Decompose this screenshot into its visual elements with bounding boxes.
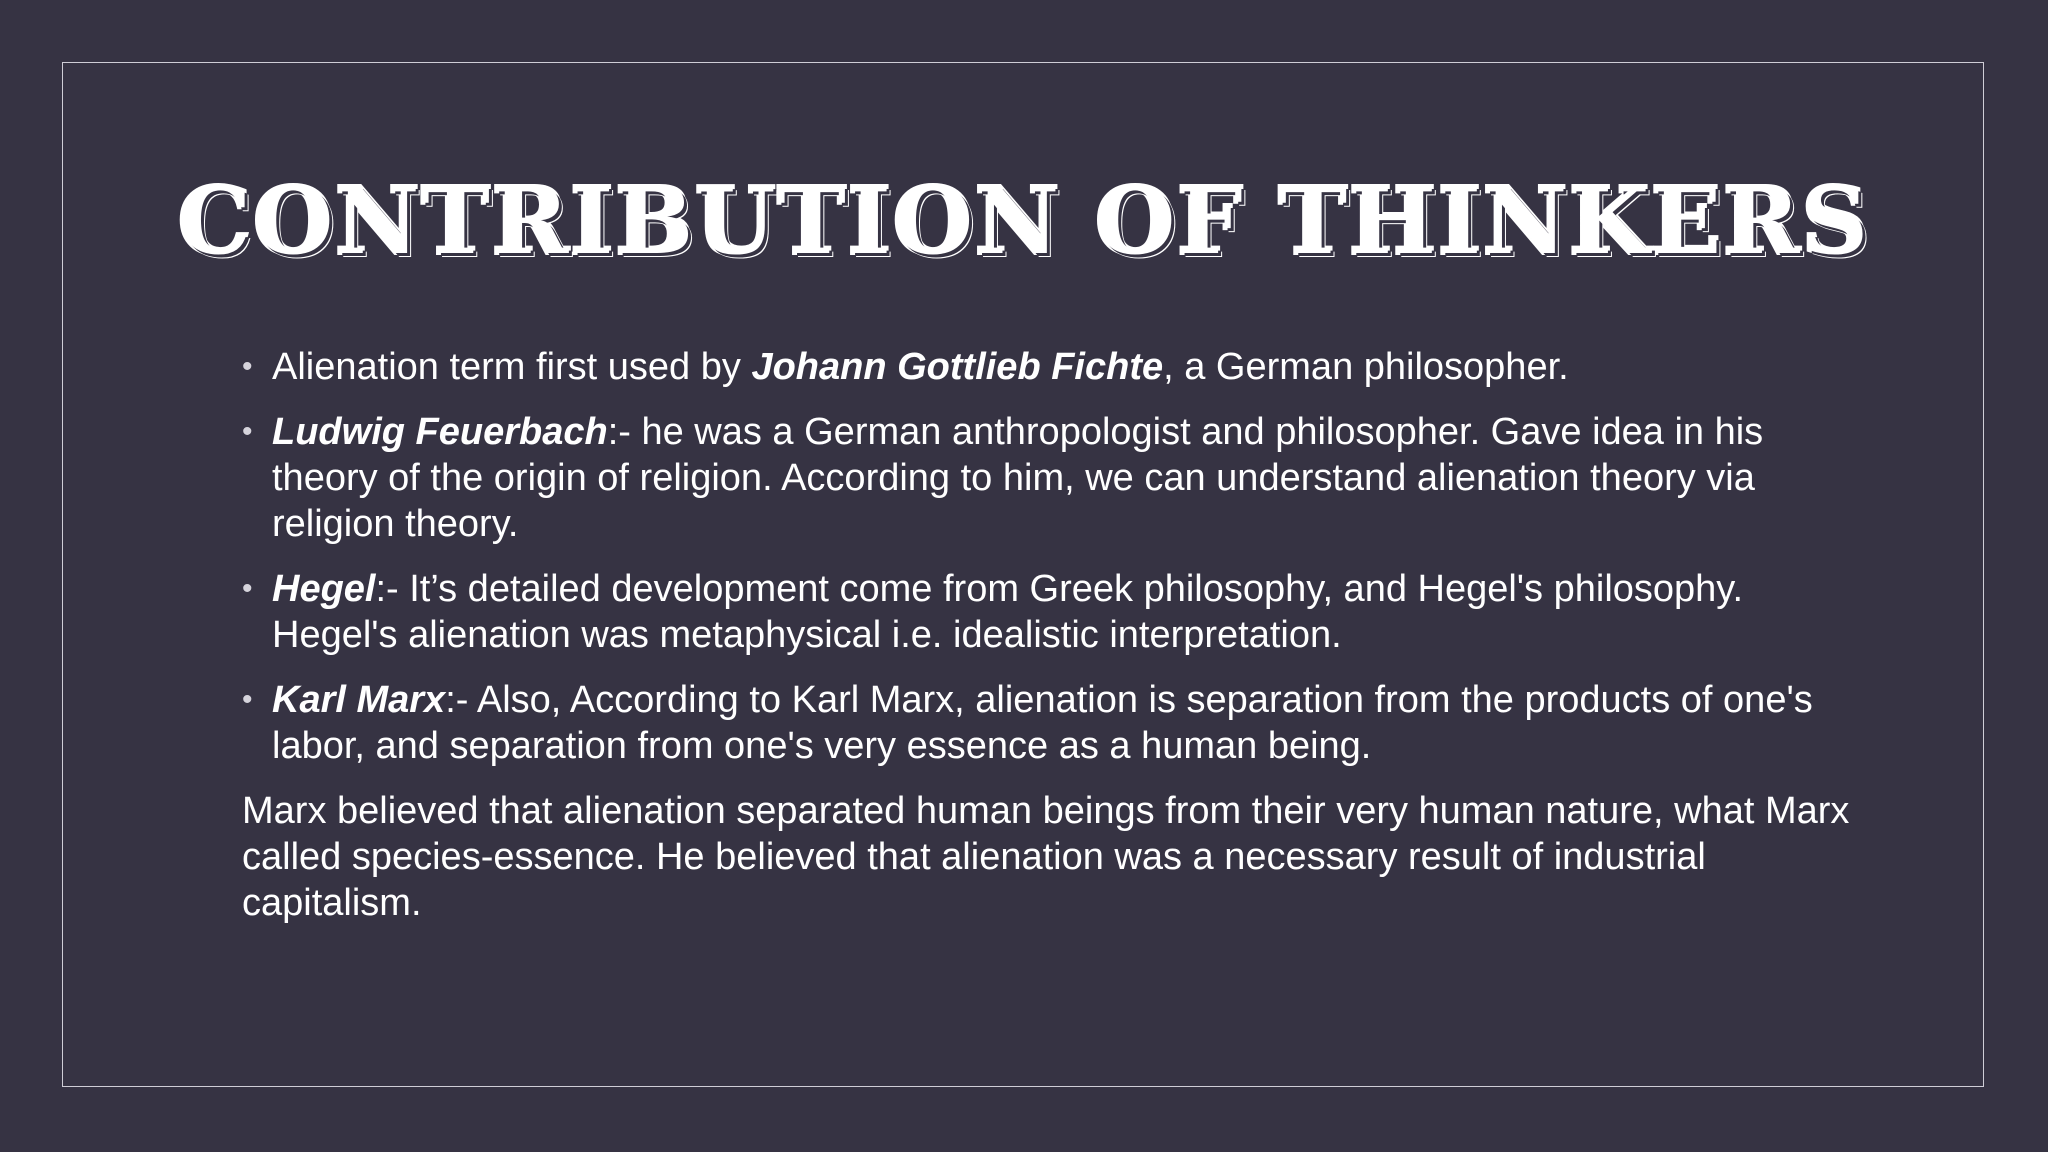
bullet-text-pre: Alienation term first used by: [272, 346, 752, 388]
bullet-icon: •: [242, 350, 253, 383]
bullet-text-post: :- he was a German anthropologist and philosopher. Gave idea in his theory of the origin of religion. According to him, we can understand alienation theory via religion theory.: [272, 411, 1764, 545]
bullet-icon: •: [242, 683, 253, 716]
thinker-name-marx: Karl Marx: [272, 679, 446, 721]
bullet-list: [242, 344, 1852, 769]
thinker-name-hegel: Hegel: [272, 568, 376, 610]
thinker-name-feuerbach: Ludwig Feuerbach: [272, 411, 608, 453]
bullet-item-fichte: [242, 344, 1852, 390]
bullet-item-feuerbach: [242, 409, 1852, 547]
bullet-icon: •: [242, 415, 253, 448]
bullet-text-post: , a German philosopher.: [1163, 346, 1569, 388]
slide-title: CONTRIBUTION OF THINKERS: [177, 167, 1871, 275]
bullet-icon: •: [242, 572, 253, 605]
bullet-item-marx: [242, 677, 1852, 769]
bullet-text-post: :- It’s detailed development come from Greek philosophy, and Hegel's philosophy. Hegel's alienation was metaphysical i.e. idealistic interpretation.: [272, 568, 1744, 656]
slide-body: [242, 344, 1852, 926]
bullet-item-hegel: [242, 566, 1852, 658]
summary-paragraph: Marx believed that alienation separated human beings from their very human nature, what Marx called species-essence. He believed that alienation was a necessary result of industrial capitalism.: [242, 790, 1850, 924]
thinker-name-fichte: Johann Gottlieb Fichte: [751, 346, 1164, 388]
bullet-text-post: :- Also, According to Karl Marx, alienation is separation from the products of one's labor, and separation from one's very essence as a human being.: [272, 679, 1813, 767]
